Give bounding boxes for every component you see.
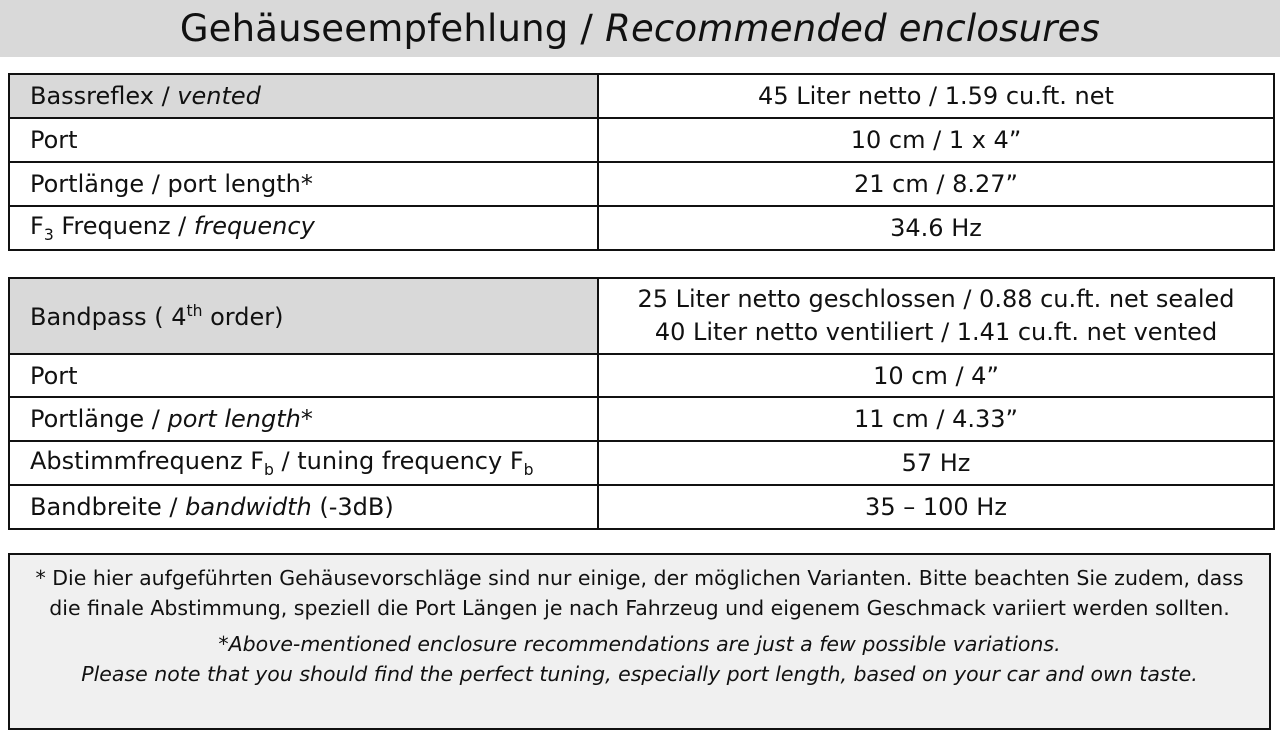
bp-port-length-en: port length [167,405,301,433]
bandpass-header-value [598,278,1274,354]
bandpass-label-post: order) [202,302,284,331]
bandpass-label-sup: th [186,301,203,320]
bp-port-label: Port [9,354,598,397]
bandpass-label-pre: Bandpass ( 4 [30,302,187,331]
table-row [9,206,1274,250]
table-row [9,162,1274,206]
bandpass-volume-sealed: 25 Liter netto geschlossen / 0.88 cu.ft. net sealed [637,285,1235,313]
footnote-en-line2: Please note that you should find the perfect tuning, especially port length, based on your car and own taste. [81,662,1198,686]
bandwidth-label-en: bandwidth [185,493,312,521]
f3-symbol: F [30,212,44,241]
vented-table [8,73,1275,251]
table-row [9,354,1274,397]
vented-label-de: Bassreflex / [30,82,178,110]
vented-label-en: vented [177,82,261,110]
bandpass-header-label [9,278,598,354]
f3-value: 34.6 Hz [598,206,1274,250]
table-row [9,485,1274,529]
f3-subscript: 3 [43,225,54,244]
bp-port-length-de: Portlänge / [30,405,168,433]
footnote-box [8,553,1271,730]
bandpass-table [8,277,1275,530]
port-value: 10 cm / 1 x 4” [598,118,1274,162]
port-label: Port [9,118,598,162]
bandwidth-label-de: Bandbreite / [30,493,186,521]
tuning-subscript-2: b [523,460,534,479]
table-row [9,441,1274,485]
table-row [9,278,1274,354]
table-row [9,74,1274,118]
bandwidth-label [9,485,598,529]
tuning-subscript-1: b [264,460,274,479]
port-length-value: 21 cm / 8.27” [598,162,1274,206]
title-de: Gehäuseempfehlung / [179,7,606,50]
vented-header-value: 45 Liter netto / 1.59 cu.ft. net [598,74,1274,118]
bp-port-value: 10 cm / 4” [598,354,1274,397]
f3-label-de: Frequenz / [53,212,194,241]
bp-port-length-label [9,397,598,441]
table-row [9,397,1274,441]
tuning-frequency-label [9,441,598,485]
port-length-label: Portlänge / port length* [9,162,598,206]
footnote-en-line1: *Above-mentioned enclosure recommendations are just a few possible variations. [218,632,1061,656]
footnote-en [30,629,1249,689]
footnote-de: * Die hier aufgeführten Gehäusevorschläge sind nur einige, der möglichen Varianten. Bitte beachten Sie zudem, dass die finale Abstimmung, speziell die Port Längen je nach Fahrzeug und eigenem Geschmack variiert werden sollten. [35,566,1244,620]
bp-port-length-asterisk: * [300,405,313,433]
tuning-frequency-value: 57 Hz [598,441,1274,485]
bp-port-length-value: 11 cm / 4.33” [598,397,1274,441]
table-row [9,118,1274,162]
bandwidth-value: 35 – 100 Hz [598,485,1274,529]
vented-header-label [9,74,598,118]
page-title [0,0,1280,57]
tuning-label-en: / tuning frequency F [273,447,524,476]
tuning-label-de: Abstimmfrequenz F [30,447,264,476]
title-en: Recommended enclosures [605,7,1101,50]
bandpass-volume-vented: 40 Liter netto ventiliert / 1.41 cu.ft. net vented [654,318,1218,346]
f3-label-en: frequency [193,212,315,241]
f3-label [9,206,598,250]
bandwidth-label-db: (-3dB) [311,493,394,521]
